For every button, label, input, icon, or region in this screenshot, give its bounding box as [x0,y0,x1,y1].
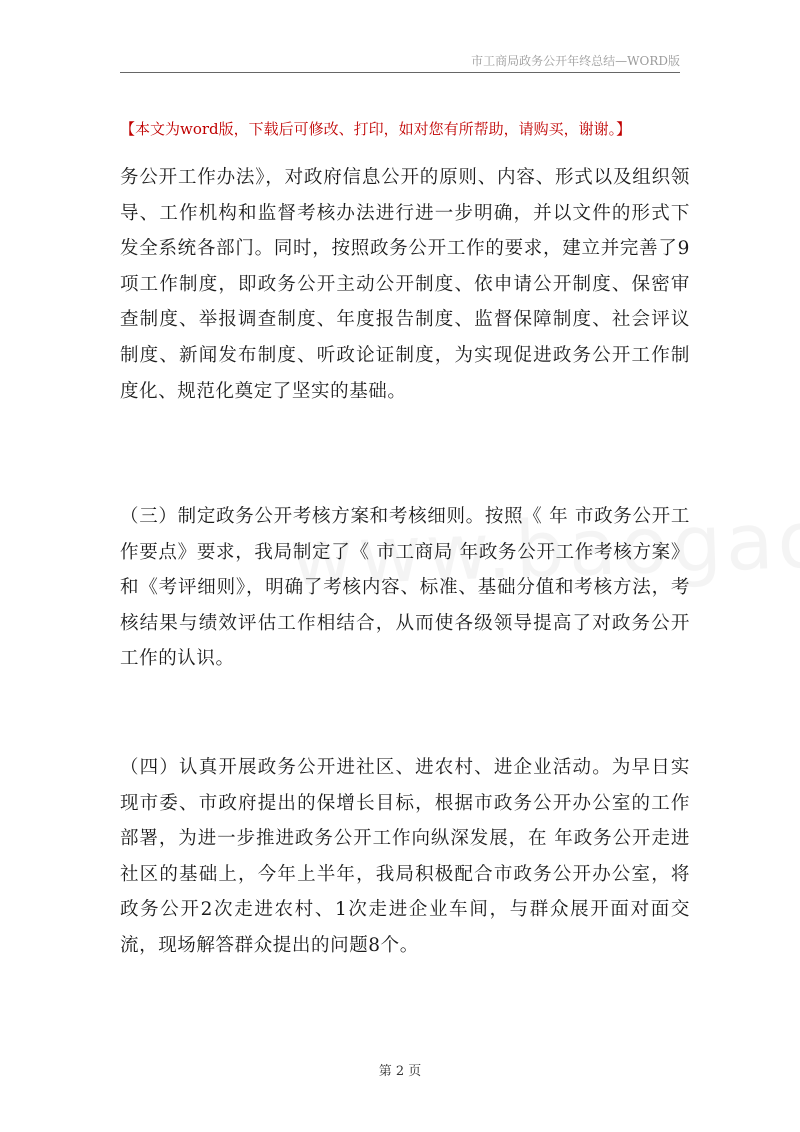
header-title: 市工商局政务公开年终总结—WORD版 [471,54,680,68]
paragraph-2: （三）制定政务公开考核方案和考核细则。按照《 年 市政务公开工作要点》要求，我局制定了《 市工商局 年政务公开工作考核方案》和《考评细则》，明确了考核内容、标准、基础分值和考核方法，考核结果与绩效评估工作相结合，从而使各级领导提高了对政务公开工作的认识。 [120,506,690,670]
paragraph-1: 务公开工作办法》，对政府信息公开的原则、内容、形式以及组织领导、工作机构和监督考核办法进行进一步明确，并以文件的形式下发全系统各部门。同时，按照政务公开工作的要求，建立并完善了9项工作制度，即政务公开主动公开制度、依申请公开制度、保密审查制度、举报调查制度、年度报告制度、监督保障制度、社会评议制度、新闻发布制度、听政论证制度，为实现促进政务公开工作制度化、规范化奠定了坚实的基础。 [120,167,690,402]
purchase-notice: 【本文为word版，下载后可修改、打印，如对您有所帮助，请购买，谢谢。】 [120,120,632,138]
running-header [120,52,680,73]
paragraph-3: （四）认真开展政务公开进社区、进农村、进企业活动。为早日实现市委、市政府提出的保增长目标，根据市政务公开办公室的工作部署，为进一步推进政务公开工作向纵深发展，在 年政务公开走进社区的基础上，今年上半年，我局积极配合市政务公开办公室，将政务公开2次走进农村、1次走进企业车间，与群众展开面对面交流，现场解答群众提出的问题8个。 [120,757,690,956]
page-number: 第 2 页 [378,1064,422,1079]
